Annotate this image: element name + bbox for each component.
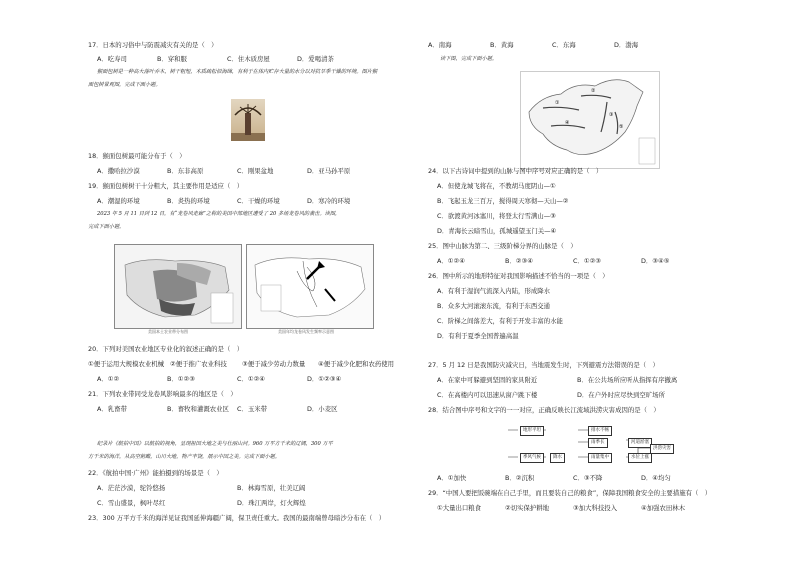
- q19-option-d[interactable]: D．寒冷的环境: [307, 197, 351, 205]
- box-drainage: 排水不畅: [588, 426, 612, 436]
- svg-text:③: ③: [609, 112, 614, 118]
- q29-statement-1: ①大量出口粮食: [437, 504, 482, 512]
- q25-option-a[interactable]: A．①②④: [437, 257, 465, 265]
- q22-options-row2: [97, 499, 306, 507]
- q19-option-b[interactable]: B．炎热的环境: [167, 197, 210, 205]
- q18-option-c[interactable]: C．刚果盆地: [237, 167, 274, 175]
- q27-stem: 27．5 月 12 日是我国防灾减灾日，当地震发生时，下列避震方法错误的是（ ）: [428, 361, 659, 369]
- q23-option-c[interactable]: C．东海: [552, 41, 576, 49]
- q20-option-c[interactable]: C．①②④: [237, 375, 266, 383]
- q22-stem: 22．《航拍中国·广州》能拍摄到的场景是（ ）: [88, 469, 223, 477]
- q29-statements: [437, 504, 685, 512]
- intro1-line1: 猴面包树是一种高大落叶乔木，树干粗短，木质疏松似海绵，有利于在体内贮存大量的水分以对抗旱季干燥的环境。图片猴: [97, 69, 378, 75]
- q18-option-a[interactable]: A．撒哈拉沙漠: [97, 167, 140, 175]
- q18-options: [97, 167, 350, 175]
- q21-option-c[interactable]: C．玉米带: [237, 405, 268, 413]
- q29-stem: 29．“中国人要把饭碗端在自己手里，而且要装自己的粮食”，保障我国粮食安全的主要措施有（ ）: [428, 489, 712, 497]
- q24-option-c[interactable]: C．欲渡黄河冰塞川，将登太行雪满山—③: [437, 212, 556, 220]
- q23-option-b[interactable]: B．黄海: [490, 41, 514, 49]
- q27-option-b[interactable]: B．在公共场所应听从指挥有序撤离: [577, 376, 678, 384]
- q29-statement-4: ④加强农田林木: [641, 504, 686, 512]
- intro2-line2: 完成下面小题。: [88, 224, 125, 230]
- q28-options: [437, 474, 671, 482]
- q17-option-a[interactable]: A．吃寿司: [97, 55, 127, 63]
- box-monsoon: 季风气候: [520, 453, 544, 463]
- q25-stem: 25．图中山脉为第二、三级阶梯分界的山脉是（ ）: [428, 242, 577, 250]
- us-tornado-map: [246, 244, 374, 329]
- q19-options: [97, 197, 350, 205]
- q24-option-a[interactable]: A．但使龙城飞将在，不教胡马度阴山—①: [437, 182, 556, 190]
- q27-option-d[interactable]: D．在户外时应尽快到空旷场所: [577, 391, 665, 399]
- q21-options: [97, 405, 337, 413]
- box-precip: 降水: [550, 453, 565, 463]
- q23-option-a[interactable]: A．南海: [428, 41, 452, 49]
- q21-option-a[interactable]: A．乳畜带: [97, 405, 127, 413]
- q28-option-d[interactable]: D．④均匀: [641, 474, 671, 482]
- box-water-level: 水位上涨: [628, 453, 652, 463]
- box-silting: 河道淤塞: [628, 438, 652, 448]
- q28-stem: 28．结合图中序号和文字的一一对应，正确反映长江流域洪涝灾害成因的是（ ）: [428, 406, 660, 414]
- q20-statement-3: ③便于减少劳动力数量: [242, 360, 306, 368]
- q28-option-a[interactable]: A．①加快: [437, 474, 467, 482]
- q20-options: [97, 375, 341, 383]
- q20-stem: 20．下列对美国农业地区专业化的叙述正确的是（ ）: [88, 345, 244, 353]
- map-caption-agriculture: 美国本土农业带分布图: [148, 329, 188, 334]
- intro3-line1: 纪录片《航拍中国》以航拍的视角，呈现祖国大地之美与壮丽山河。960 万平方千米的辽阔，300 万平: [97, 441, 333, 447]
- q21-option-d[interactable]: D．小麦区: [307, 405, 338, 413]
- box-rainy-season: 雨季长: [588, 438, 608, 448]
- q17-option-b[interactable]: B．穿和服: [157, 55, 187, 63]
- q23-stem: 23．300 万平方千米的海洋见证我国延伸海疆广阔，保卫责任重大。我国的最南端曾母暗沙分布在（ ）: [88, 514, 386, 522]
- map-caption-tornado: 美国年均龙卷风发生频率示意图: [278, 329, 334, 334]
- intro3-line2: 方千米的海洋，从高空俯瞰，山川大地，物产丰饶，展示中国之美。完成下面小题。: [88, 454, 280, 460]
- q24-option-b[interactable]: B．飞起玉龙三百万，搅得周天寒彻—天山—②: [437, 197, 569, 205]
- q20-option-d[interactable]: D．①②③④: [307, 375, 342, 383]
- q23-options: [428, 41, 638, 49]
- q20-option-a[interactable]: A．①②: [97, 375, 120, 383]
- us-agriculture-map: [114, 244, 242, 329]
- q21-stem: 21．下列农业带同受龙卷风影响最多的地区是（ ）: [88, 390, 237, 398]
- intro1-line2: 面包树景观图，完成下面小题。: [88, 82, 161, 88]
- q25-option-b[interactable]: B．②③④: [505, 257, 533, 265]
- q25-option-c[interactable]: C．①②③: [573, 257, 602, 265]
- q28-option-c[interactable]: C．③不降: [573, 474, 603, 482]
- q24-stem: 24．以下古诗词中提到的山脉与图中序号对应正确的是（ ）: [428, 167, 603, 175]
- baobab-tree-icon: [231, 99, 265, 141]
- q26-option-d[interactable]: D．有利于夏季全国普遍高温: [437, 332, 519, 340]
- q17-stem: 17．日本的习俗中与防震减灾有关的是（ ）: [88, 41, 218, 49]
- svg-text:②: ②: [591, 88, 596, 94]
- q17-option-d[interactable]: D．爱喝清茶: [297, 55, 334, 63]
- intro4: 读下图，完成下面小题。: [440, 56, 498, 62]
- svg-text:④: ④: [565, 120, 570, 126]
- q20-statements: [88, 360, 394, 368]
- q18-option-d[interactable]: D．亚马孙平原: [307, 167, 351, 175]
- q26-option-a[interactable]: A．有利于湿润气流深入内陆，形成降水: [437, 287, 551, 295]
- q22-option-c[interactable]: C．雪山盛景，枫叶尽红: [97, 499, 166, 507]
- q26-option-b[interactable]: B．众多大河滚滚东流，有利于东西交通: [437, 302, 551, 310]
- china-mountains-map: [520, 71, 660, 169]
- q29-statement-2: ②切实保护耕地: [505, 504, 550, 512]
- box-concentrated: 雨量集中: [588, 453, 612, 463]
- svg-text:⑤: ⑤: [619, 124, 624, 130]
- q21-option-b[interactable]: B．畜牧和灌溉农业区: [167, 405, 229, 413]
- q20-option-b[interactable]: B．①②③: [167, 375, 195, 383]
- q20-statement-1: ①便于运用大规模农业机械: [88, 360, 165, 368]
- q24-option-d[interactable]: D．青海长云暗雪山，孤城遥望玉门关—④: [437, 227, 557, 235]
- q22-option-b[interactable]: B．林海雪原，壮美辽阔: [237, 484, 306, 492]
- box-flood: 洪涝灾害: [650, 444, 674, 454]
- box-terrain: 地形平坦: [520, 426, 544, 436]
- q27-option-c[interactable]: C．在高楼内可以迅速从窗户跳下楼: [437, 391, 538, 399]
- q25-options: [437, 257, 670, 265]
- q27-option-a[interactable]: A．在家中可躲避到坚固的家具附近: [437, 376, 538, 384]
- q20-statement-2: ②便于推广农业科技: [170, 360, 227, 368]
- q18-stem: 18．猴面包树最可能分布于（ ）: [88, 152, 186, 160]
- baobab-photo: [231, 99, 265, 141]
- q20-statement-4: ④便于减少化肥和农药使用: [318, 360, 395, 368]
- q19-stem: 19．猴面包树树干十分粗大，其主要作用是适应（ ）: [88, 182, 244, 190]
- q17-option-c[interactable]: C．住木质房屋: [227, 55, 270, 63]
- q22-options-row1: [97, 484, 305, 492]
- q27-options-row2: [437, 391, 665, 399]
- q23-option-d[interactable]: D．渤海: [614, 41, 639, 49]
- q26-option-c[interactable]: C．阶梯之间落差大，有利于开发丰富的水能: [437, 317, 563, 325]
- q27-options-row1: [437, 376, 677, 384]
- q19-option-a[interactable]: A．潮湿的环境: [97, 197, 140, 205]
- q25-option-d[interactable]: D．③④⑤: [641, 257, 670, 265]
- q28-option-b[interactable]: B．②沉积: [505, 474, 535, 482]
- q29-statement-3: ③加大科技投入: [573, 504, 618, 512]
- q19-option-c[interactable]: C．干燥的环境: [237, 197, 280, 205]
- q18-option-b[interactable]: B．东非高原: [167, 167, 204, 175]
- q22-option-a[interactable]: A．茫茫沙漠，驼铃悠扬: [97, 484, 166, 492]
- svg-text:①: ①: [555, 100, 560, 106]
- q22-option-d[interactable]: D．珠江两岸，灯火辉煌: [237, 499, 306, 507]
- intro2-line1: 2023 年 5 月 11 日到 12 日，有“龙卷风走廊”之称的美国中部地区遭受了 20 多场龙卷风的袭击。读图，: [97, 211, 341, 217]
- q26-stem: 26．图中所示的地形特征对我国影响描述不恰当的一项是（ ）: [428, 272, 609, 280]
- q17-options: [97, 55, 334, 63]
